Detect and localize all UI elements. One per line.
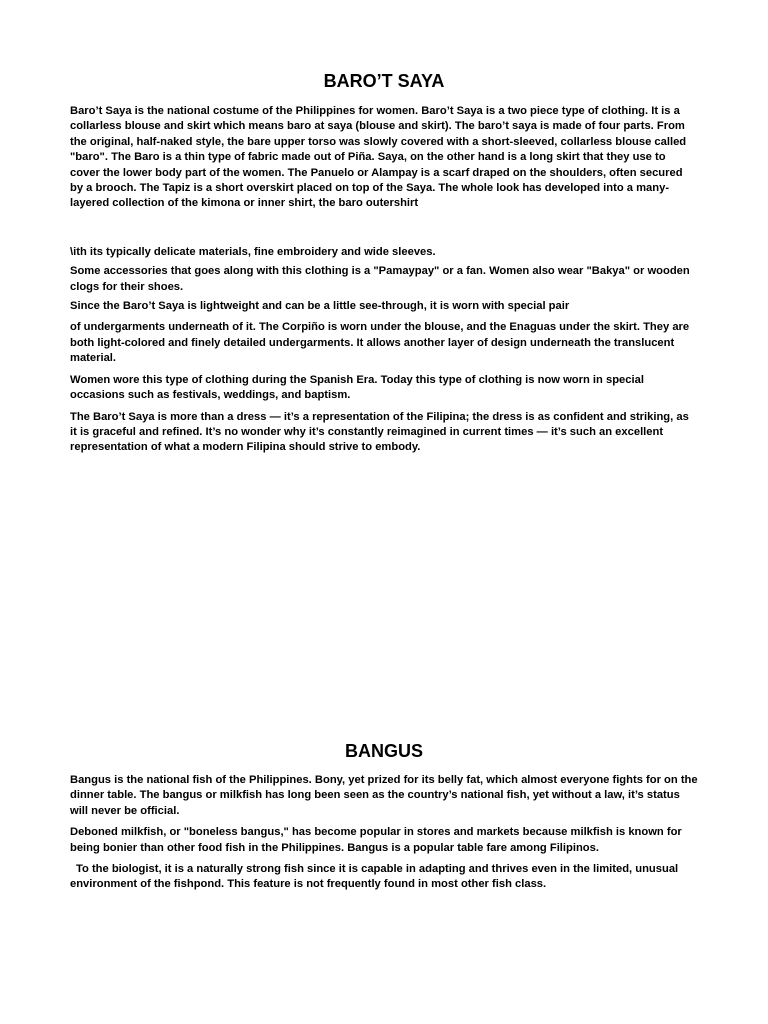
paragraph-barot-saya-spanish-era: Women wore this type of clothing during the Spanish Era. Today this type of clothing is now worn in special occasions such as festivals, weddings, and baptism.: [70, 373, 644, 402]
section-title-bangus: BANGUS: [344, 741, 423, 761]
section-barot-saya: [70, 70, 698, 456]
paragraph-bangus-deboned: Deboned milkfish, or "boneless bangus," has become popular in stores and markets because milkfish is known for being bonier than other food fish in the Philippines. Bangus is a popular table fare among Filipinos.: [70, 826, 682, 854]
paragraph-barot-saya-sleeves: \ith its typically delicate materials, fine embroidery and wide sleeves.: [70, 245, 436, 258]
paragraph-bangus-biologist: To the biologist, it is a naturally strong fish since it is capable in adapting and thrives even in the limited, unusual environment of the fishpond. This feature is not frequently found in most other fish class.: [70, 863, 679, 891]
paragraph-barot-saya-lightweight: Since the Baro’t Saya is lightweight and can be a little see-through, it is worn with special pair: [70, 300, 570, 313]
paragraph-barot-saya-accessories: Some accessories that goes along with this clothing is a "Pamaypay" or a fan. Women also wear "Bakya" or wooden clogs for their shoes.: [70, 265, 690, 293]
paragraph-bangus-intro: Bangus is the national fish of the Philippines. Bony, yet prized for its belly fat, which almost everyone fights for on the dinner table. The bangus or milkfish has long been seen as the country’s national fish, yet without a law, it’s status will never be official.: [70, 774, 698, 817]
paragraph-barot-saya-undergarments: of undergarments underneath of it. The Corpiño is worn under the blouse, and the Enaguas under the skirt. They are both light-colored and finely detailed undergarments. It allows another layer of design underneath the translucent material.: [70, 321, 690, 365]
section-bangus: [70, 740, 698, 893]
paragraph-barot-saya-intro: Baro’t Saya is the national costume of the Philippines for women. Baro’t Saya is a two piece type of clothing. It is a collarless blouse and skirt which means baro at saya (blouse and skirt). The baro’t saya is made of four parts. From the original, half-naked style, the bare upper torso was slowly covered with a short-sleeved, collarless blouse called "baro". The Baro is a thin type of fabric made out of Piña. Saya, on the other hand is a long skirt that they use to cover the lower body part of the women. The Panuelo or Alampay is a scarf draped on the shoulders, often secured by a brooch. The Tapiz is a short overskirt placed on top of the Saya. The whole look has developed into a many-layered collection of the kimona or inner shirt, the baro outershirt: [70, 105, 687, 210]
section-title-barot-saya: BARO’T SAYA: [323, 71, 445, 91]
paragraph-barot-saya-representation: The Baro’t Saya is more than a dress — it’s a representation of the Filipina; the dress is as confident and striking, as it is graceful and refined. It’s no wonder why it’s constantly reimagined in current times — it’s such an excellent representation of what a modern Filipina should strive to embody.: [70, 410, 689, 454]
